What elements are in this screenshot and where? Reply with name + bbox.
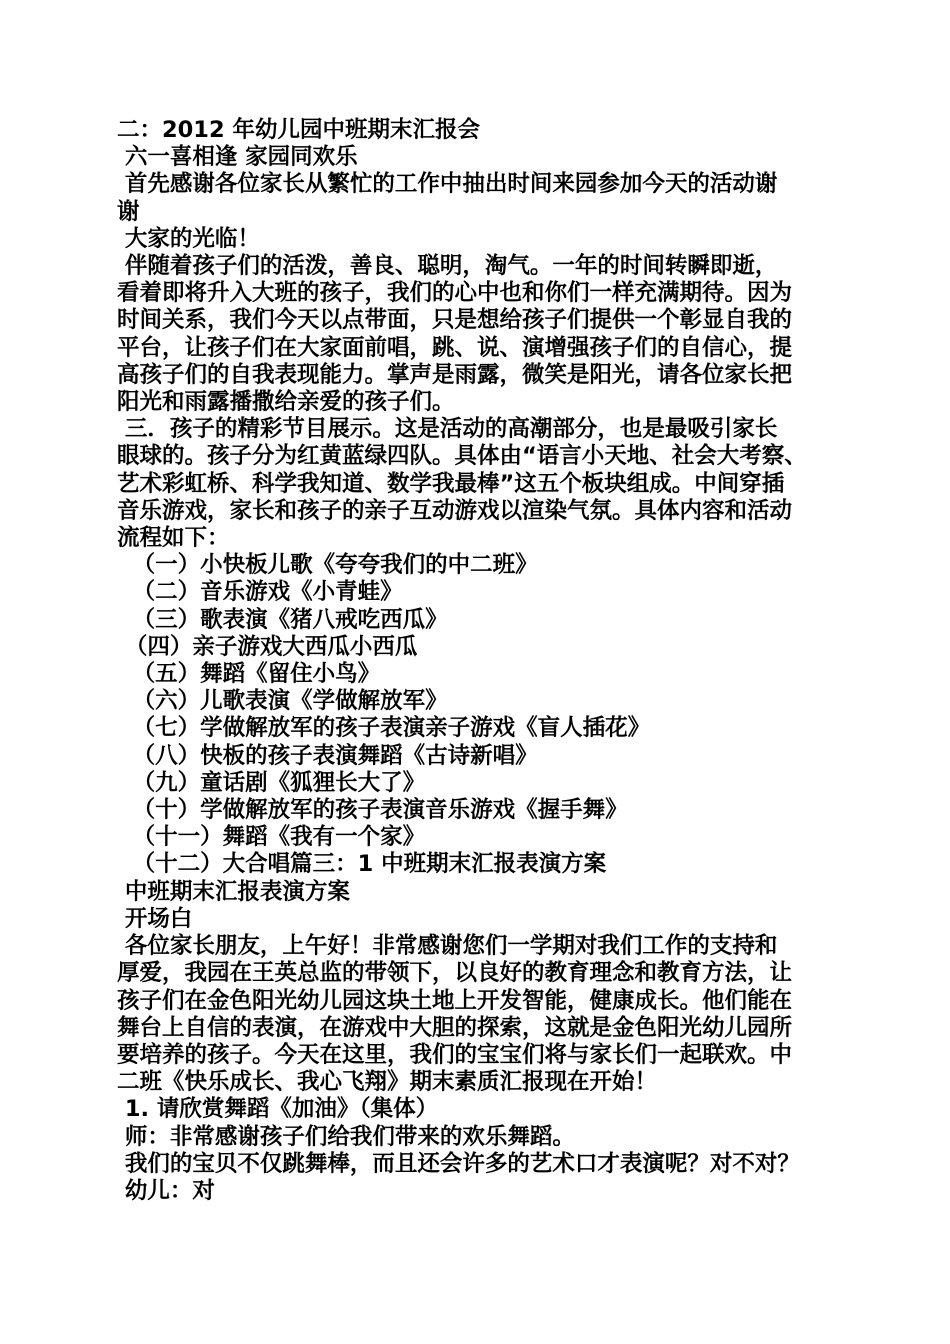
text-line: 孩子们在金色阳光幼儿园这块土地上开发智能，健康成长。他们能在 (117, 987, 793, 1014)
program-item: （八）快板的孩子表演舞蹈《古诗新唱》 (117, 742, 538, 769)
program-item: （十一）舞蹈《我有一个家》 (117, 824, 426, 851)
text-line: 各位家长朋友，上午好！非常感谢您们一学期对我们工作的支持和 (117, 933, 778, 960)
text-line: 要培养的孩子。今天在这里，我们的宝宝们将与家长们一起联欢。中 (117, 1041, 793, 1068)
text-line: 艺术彩虹桥、科学我知道、数学我最棒”这五个板块组成。中间穿插 (117, 470, 785, 497)
text-line: 眼球的。孩子分为红黄蓝绿四队。具体由“语言小天地、社会大考察、 (117, 443, 807, 470)
program-item: （四）亲子游戏大西瓜小西瓜 (117, 633, 418, 660)
text-line: 师：非常感谢孩子们给我们带来的欢乐舞蹈。 (117, 1123, 575, 1150)
program-item: （六）儿歌表演《学做解放军》 (117, 688, 448, 715)
program-item: （七）学做解放军的孩子表演亲子游戏《盲人插花》 (117, 715, 651, 742)
text-line: 三．孩子的精彩节目展示。这是活动的高潮部分，也是最吸引家长 (117, 416, 778, 443)
text-line: 1. 请欣赏舞蹈《加油》（集体） (117, 1096, 439, 1123)
program-item: （二）音乐游戏《小青蛙》 (117, 579, 403, 606)
text-line: 时间关系，我们今天以点带面，只是想给孩子们提供一个彰显自我的 (117, 307, 793, 334)
text-line: 我们的宝贝不仅跳舞棒，而且还会许多的艺术口才表演呢？对不对？ (117, 1150, 800, 1177)
document-body (117, 117, 839, 1205)
text-line: 厚爱，我园在王英总监的带领下，以良好的教育理念和教育方法，让 (117, 960, 793, 987)
text-line: 二：2012 年幼儿园中班期末汇报会 (117, 117, 480, 143)
text-line: 二班《快乐成长、我心飞翔》期末素质汇报现在开始！ (117, 1069, 658, 1096)
text-line: 大家的光临！ (117, 225, 260, 252)
text-line: 舞台上自信的表演，在游戏中大胆的探索，这就是金色阳光幼儿园所 (117, 1014, 793, 1041)
text-line: 谢 (117, 198, 140, 225)
section-heading: 开场白 (117, 905, 193, 932)
text-line: 流程如下： (117, 525, 230, 552)
text-line: 六一喜相逢 家园同欢乐 (117, 144, 358, 171)
text-line: 高孩子们的自我表现能力。掌声是雨露，微笑是阳光，请各位家长把 (117, 361, 793, 388)
text-line: 音乐游戏，家长和孩子的亲子互动游戏以渲染气氛。具体内容和活动 (117, 497, 793, 524)
program-item: （三）歌表演《猪八戒吃西瓜》 (117, 606, 448, 633)
program-item: （十二）大合唱篇三：1 中班期末汇报表演方案 (117, 851, 607, 878)
text-line: 阳光和雨露播撒给亲爱的孩子们。 (117, 389, 455, 416)
text-line: 首先感谢各位家长从繁忙的工作中抽出时间来园参加今天的活动谢 (117, 171, 778, 198)
text-line: 伴随着孩子们的活泼，善良、聪明，淘气。一年的时间转瞬即逝， (117, 253, 778, 280)
program-item: （五）舞蹈《留住小鸟》 (117, 661, 381, 688)
program-item: （一）小快板儿歌《夸夸我们的中二班》 (117, 552, 538, 579)
program-item: （九）童话剧《狐狸长大了》 (117, 769, 426, 796)
text-line: 平台，让孩子们在大家面前唱，跳、说、演增强孩子们的自信心，提 (117, 334, 793, 361)
section-heading: 中班期末汇报表演方案 (117, 878, 350, 905)
text-line: 看着即将升入大班的孩子，我们的心中也和你们一样充满期待。因为 (117, 280, 793, 307)
program-item: （十）学做解放军的孩子表演音乐游戏《握手舞》 (117, 797, 628, 824)
text-line: 幼儿：对 (117, 1177, 215, 1204)
